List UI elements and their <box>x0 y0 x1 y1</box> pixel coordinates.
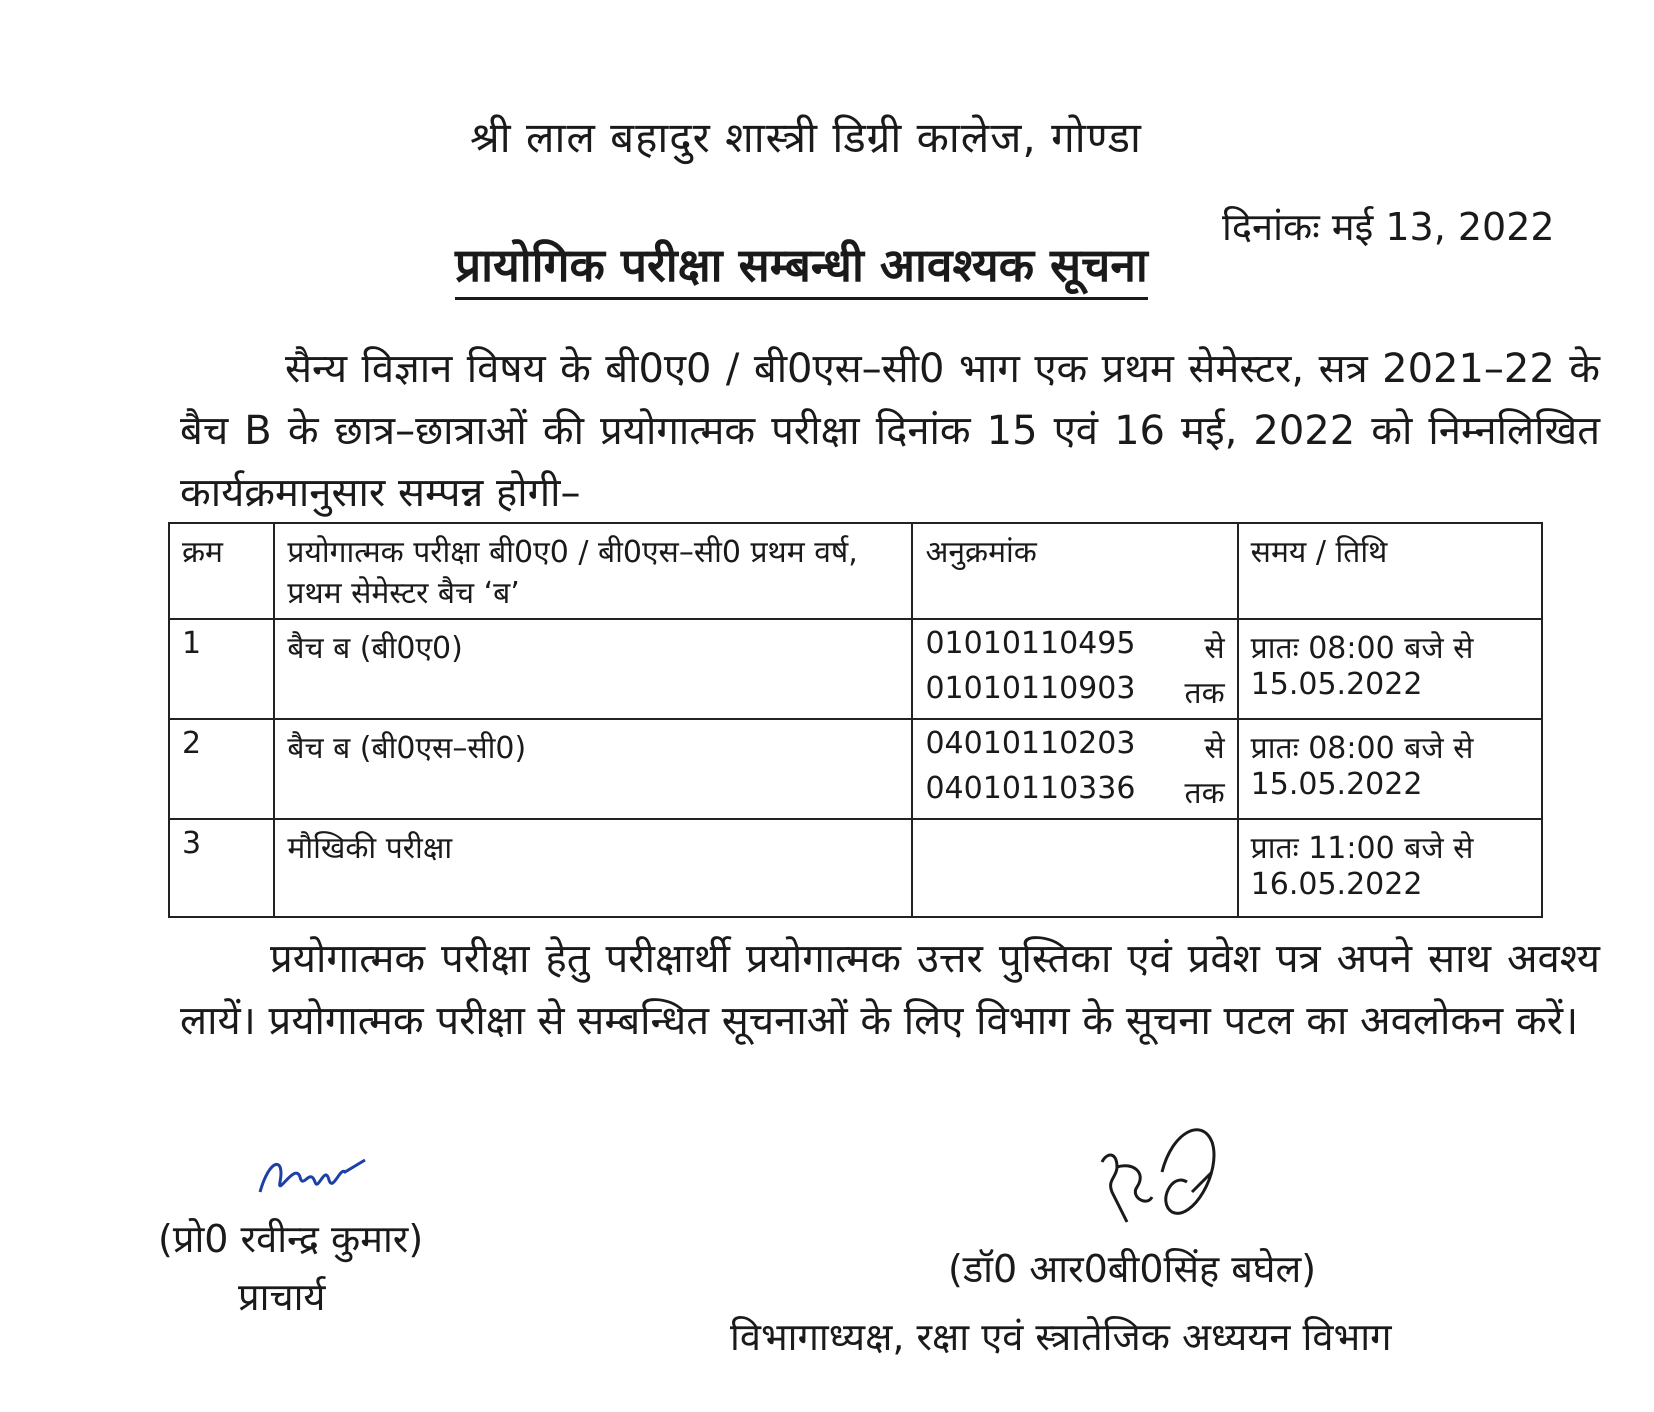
row-serial: 2 <box>169 719 274 819</box>
time-text: प्रातः 11:00 बजे से <box>1250 831 1474 866</box>
date-text: 15.05.2022 <box>1250 667 1423 702</box>
date-text: 16.05.2022 <box>1250 867 1423 902</box>
header-serial: क्रम <box>169 523 274 619</box>
roll-from: 01010110495 <box>925 626 1136 661</box>
header-exam: प्रयोगात्मक परीक्षा बी0ए0 / बी0एस–सी0 प्रथम वर्ष, प्रथम सेमेस्टर बैच ‘ब’ <box>274 523 912 619</box>
notice-title: प्रायोगिक परीक्षा सम्बन्धी आवश्यक सूचना <box>455 233 1148 300</box>
row-exam: बैच ब (बी0ए0) <box>274 619 912 719</box>
roll-from: 04010110203 <box>925 726 1136 761</box>
row-exam: मौखिकी परीक्षा <box>274 819 912 917</box>
table-header-row <box>169 523 1542 619</box>
intro-paragraph: सैन्य विज्ञान विषय के बी0ए0 / बी0एस–सी0 भाग एक प्रथम सेमेस्टर, सत्र 2021–22 के बैच B के छात्र–छात्राओं की प्रयोगात्मक परीक्षा दिनांक 15 एवं 16 मई, 2022 को निम्नलिखित कार्यक्रमानुसार सम्पन्न होगी– <box>180 346 1600 516</box>
roll-to-word: तक <box>1184 776 1225 811</box>
row-exam: बैच ब (बी0एस–सी0) <box>274 719 912 819</box>
roll-to: 04010110336 <box>925 771 1136 806</box>
hod-title: विभागाध्यक्ष, रक्षा एवं स्त्रातेजिक अध्ययन विभाग <box>730 1315 1392 1359</box>
header-time: समय / तिथि <box>1238 523 1542 619</box>
date-text: 15.05.2022 <box>1250 767 1423 802</box>
table-row <box>169 619 1542 719</box>
row-roll <box>912 619 1237 719</box>
table-row <box>169 719 1542 819</box>
principal-signature-icon <box>255 1152 375 1212</box>
row-serial: 1 <box>169 619 274 719</box>
row-roll <box>912 819 1237 917</box>
hod-signature-icon <box>1092 1112 1242 1252</box>
table-row <box>169 819 1542 917</box>
college-name: श्री लाल बहादुर शास्त्री डिग्री कालेज, गोण्डा <box>470 113 1142 162</box>
row-time <box>1238 819 1542 917</box>
roll-to: 01010110903 <box>925 671 1136 706</box>
roll-to-word: तक <box>1184 676 1225 711</box>
principal-name: (प्रो0 रवीन्द्र कुमार) <box>158 1217 424 1261</box>
schedule-table <box>168 522 1543 918</box>
row-roll <box>912 719 1237 819</box>
hod-name: (डॉ0 आर0बी0सिंह बघेल) <box>948 1247 1317 1291</box>
header-roll: अनुक्रमांक <box>912 523 1237 619</box>
row-time <box>1238 619 1542 719</box>
roll-from-word: से <box>1204 731 1225 766</box>
principal-title: प्राचार्य <box>238 1275 326 1319</box>
time-text: प्रातः 08:00 बजे से <box>1250 731 1474 766</box>
notice-date: दिनांकः मई 13, 2022 <box>1222 205 1555 249</box>
note-paragraph: प्रयोगात्मक परीक्षा हेतु परीक्षार्थी प्रयोगात्मक उत्तर पुस्तिका एवं प्रवेश पत्र अपने साथ अवश्य लायें। प्रयोगात्मक परीक्षा से सम्बन्धित सूचनाओं के लिए विभाग के सूचना पटल का अवलोकन करें। <box>180 936 1600 1044</box>
row-time <box>1238 719 1542 819</box>
roll-from-word: से <box>1204 631 1225 666</box>
row-serial: 3 <box>169 819 274 917</box>
time-text: प्रातः 08:00 बजे से <box>1250 631 1474 666</box>
